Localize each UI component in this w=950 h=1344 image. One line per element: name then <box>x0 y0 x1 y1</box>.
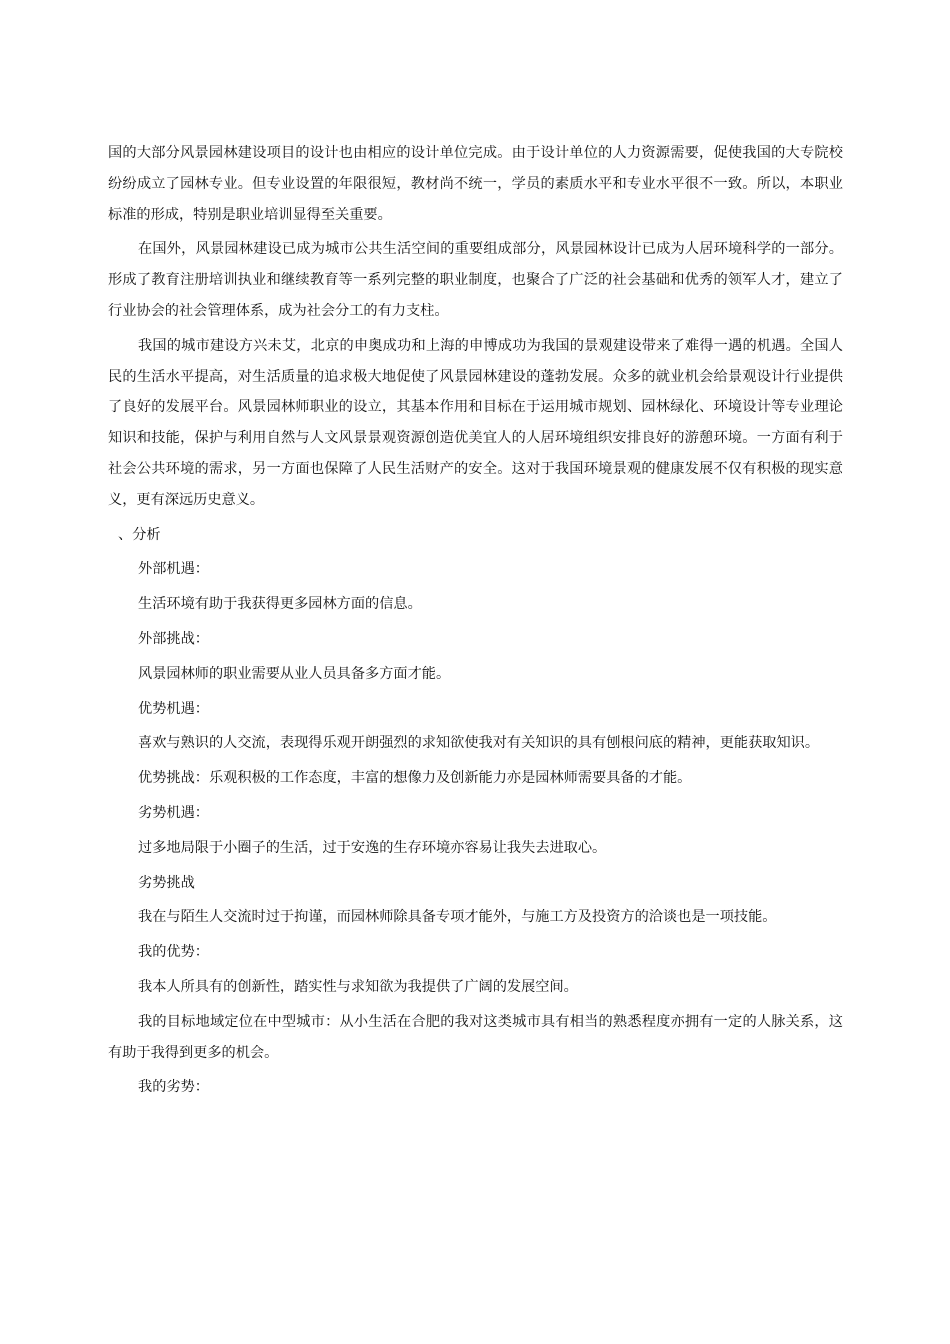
document-page <box>108 138 843 1107</box>
paragraph-continuation: 国的大部分风景园林建设项目的设计也由相应的设计单位完成。由于设计单位的人力资源需要，促使我国的大专院校纷纷成立了园林专业。但专业设置的年限很短，教材尚不统一，学员的素质水平和专业水平很不一致。所以，本职业标准的形成，特别是职业培训显得至关重要。 <box>108 145 843 223</box>
list-item: 我的优势： <box>138 944 209 961</box>
list-item: 过多地局限于小圈子的生活，过于安逸的生存环境亦容易让我失去进取心。 <box>138 839 607 856</box>
list-item-weaknesses: 我的劣势： <box>138 1079 209 1096</box>
list-item: 优势机遇： <box>138 700 209 717</box>
list-item: 优势挑战：乐观积极的工作态度，丰富的想像力及创新能力亦是园林师需要具备的才能。 <box>138 770 692 787</box>
list-item: 生活环境有助于我获得更多园林方面的信息。 <box>138 596 422 613</box>
list-item: 劣势挑战 <box>138 874 195 891</box>
section-heading-analysis: 、分析 <box>118 526 161 543</box>
list-item: 外部机遇： <box>138 561 209 578</box>
list-item: 风景园林师的职业需要从业人员具备多方面才能。 <box>138 665 451 682</box>
list-item: 劣势机遇： <box>138 804 209 821</box>
list-item: 我在与陌生人交流时过于拘谨，而园林师除具备专项才能外，与施工方及投资方的洽谈也是一项技能。 <box>138 909 777 926</box>
paragraph-domestic: 我国的城市建设方兴未艾，北京的申奥成功和上海的申博成功为我国的景观建设带来了难得一遇的机遇。全国人民的生活水平提高，对生活质量的追求极大地促使了风景园林建设的蓬勃发展。众多的就业机会给景观设计行业提供了良好的发展平台。风景园林师职业的设立，其基本作用和目标在于运用城市规划、园林绿化、环境设计等专业理论知识和技能，保护与利用自然与人文风景景观资源创造优美宜人的人居环境组织安排良好的游憩环境。一方面有利于社会公共环境的需求，另一方面也保障了人民生活财产的安全。这对于我国环境景观的健康发展不仅有积极的现实意义，更有深远历史意义。 <box>108 337 843 508</box>
paragraph-target-region: 我的目标地域定位在中型城市：从小生活在合肥的我对这类城市具有相当的熟悉程度亦拥有一定的人脉关系，这有助于我得到更多的机会。 <box>108 1013 843 1061</box>
list-item: 外部挑战： <box>138 630 209 647</box>
paragraph-abroad: 在国外，风景园林建设已成为城市公共生活空间的重要组成部分，风景园林设计已成为人居环境科学的一部分。形成了教育注册培训执业和继续教育等一系列完整的职业制度，也聚合了广泛的社会基础和优秀的领军人才，建立了行业协会的社会管理体系，成为社会分工的有力支柱。 <box>108 241 843 319</box>
list-item: 喜欢与熟识的人交流，表现得乐观开朗强烈的求知欲使我对有关知识的具有刨根问底的精神，更能获取知识。 <box>138 735 820 752</box>
list-item: 我本人所具有的创新性，踏实性与求知欲为我提供了广阔的发展空间。 <box>138 978 578 995</box>
